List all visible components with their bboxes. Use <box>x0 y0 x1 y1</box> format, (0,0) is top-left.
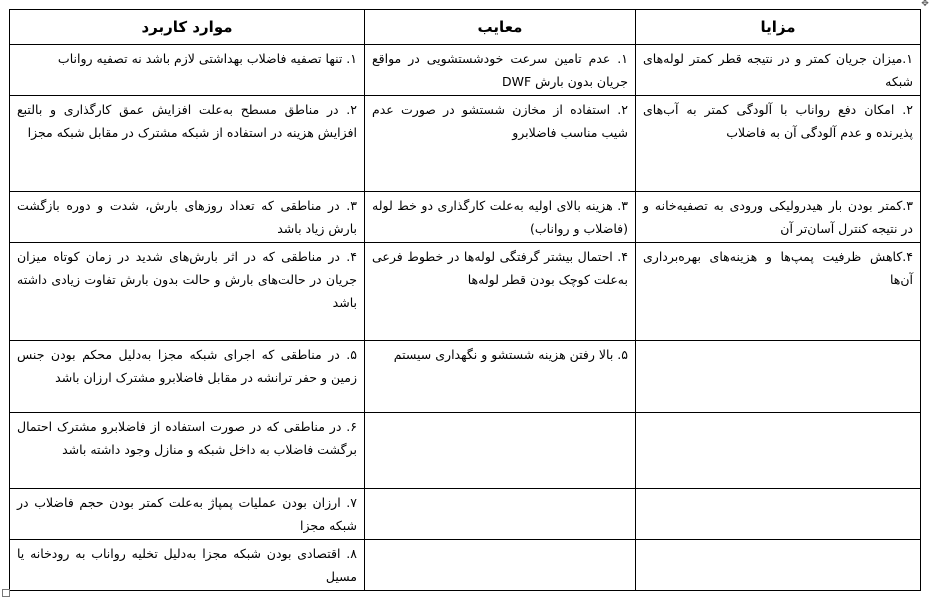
advantage-cell[interactable]: ۱.میزان جریان کمتر و در نتیجه قطر کمتر لوله‌های شبکه <box>636 45 921 96</box>
disadvantage-cell[interactable]: ۱. عدم تامین سرعت خودشستشویی در مواقع جریان بدون بارش DWF <box>365 45 636 96</box>
header-applications: موارد کاربرد <box>10 10 365 45</box>
advantage-cell[interactable]: ۳.کمتر بودن بار هیدرولیکی ورودی به تصفیه‌خانه و در نتیجه کنترل آسان‌تر آن <box>636 192 921 243</box>
application-cell[interactable]: ۲. در مناطق مسطح به‌علت افزایش عمق کارگذاری و بالتبع افزایش هزینه در استفاده از شبکه مشترک در مقابل شبکه مجزا <box>10 96 365 192</box>
table-row <box>10 413 921 489</box>
table-row <box>10 96 921 192</box>
table-row <box>10 341 921 413</box>
table-row <box>10 540 921 591</box>
advantage-cell[interactable]: ۴.کاهش ظرفیت پمپ‌ها و هزینه‌های بهره‌برداری آن‌ها <box>636 243 921 341</box>
advantage-cell[interactable]: ۲. امکان دفع رواناب با آلودگی کمتر به آب‌های پذیرنده و عدم آلودگی آن به فاضلاب <box>636 96 921 192</box>
table-row <box>10 243 921 341</box>
disadvantage-cell[interactable] <box>365 489 636 540</box>
application-cell[interactable]: ۵. در مناطقی که اجرای شبکه مجزا به‌دلیل محکم بودن جنس زمین و حفر ترانشه در مقابل فاضلابرو مشترک ارزان باشد <box>10 341 365 413</box>
advantage-cell[interactable] <box>636 413 921 489</box>
application-cell[interactable]: ۸. اقتصادی بودن شبکه مجزا به‌دلیل تخلیه رواناب به رودخانه یا مسیل <box>10 540 365 591</box>
table-resize-handle[interactable] <box>2 589 10 597</box>
disadvantage-cell[interactable]: ۲. استفاده از مخازن شستشو در صورت عدم شیب مناسب فاضلابرو <box>365 96 636 192</box>
advantage-cell[interactable] <box>636 540 921 591</box>
header-disadvantages: معایب <box>365 10 636 45</box>
table-move-handle-icon[interactable]: ✥ <box>921 0 929 9</box>
disadvantage-cell[interactable] <box>365 540 636 591</box>
advantage-cell[interactable] <box>636 489 921 540</box>
application-cell[interactable]: ۶. در مناطقی که در صورت استفاده از فاضلابرو مشترک احتمال برگشت فاضلاب به داخل شبکه و منازل وجود داشته باشد <box>10 413 365 489</box>
application-cell[interactable]: ۴. در مناطقی که در اثر بارش‌های شدید در زمان کوتاه میزان جریان در حالت‌های بارش و حالت بدون بارش تفاوت زیادی داشته باشد <box>10 243 365 341</box>
disadvantage-cell[interactable]: ۵. بالا رفتن هزینه شستشو و نگهداری سیستم <box>365 341 636 413</box>
advantage-cell[interactable] <box>636 341 921 413</box>
disadvantage-cell[interactable]: ۴. احتمال بیشتر گرفتگی لوله‌ها در خطوط فرعی به‌علت کوچک بودن قطر لوله‌ها <box>365 243 636 341</box>
comparison-table <box>9 9 921 591</box>
application-cell[interactable]: ۳. در مناطقی که تعداد روزهای بارش، شدت و دوره بازگشت بارش زیاد باشد <box>10 192 365 243</box>
header-advantages: مزایا <box>636 10 921 45</box>
disadvantage-cell[interactable] <box>365 413 636 489</box>
disadvantage-cell[interactable]: ۳. هزینه بالای اولیه به‌علت کارگذاری دو خط لوله (فاضلاب و رواناب) <box>365 192 636 243</box>
table-row <box>10 489 921 540</box>
application-cell[interactable]: ۷. ارزان بودن عملیات پمپاژ به‌علت کمتر بودن حجم فاضلاب در شبکه مجزا <box>10 489 365 540</box>
application-cell[interactable]: ۱. تنها تصفیه فاضلاب بهداشتی لازم باشد نه تصفیه رواناب <box>10 45 365 96</box>
table-row <box>10 192 921 243</box>
table-header-row <box>10 10 921 45</box>
table-row <box>10 45 921 96</box>
